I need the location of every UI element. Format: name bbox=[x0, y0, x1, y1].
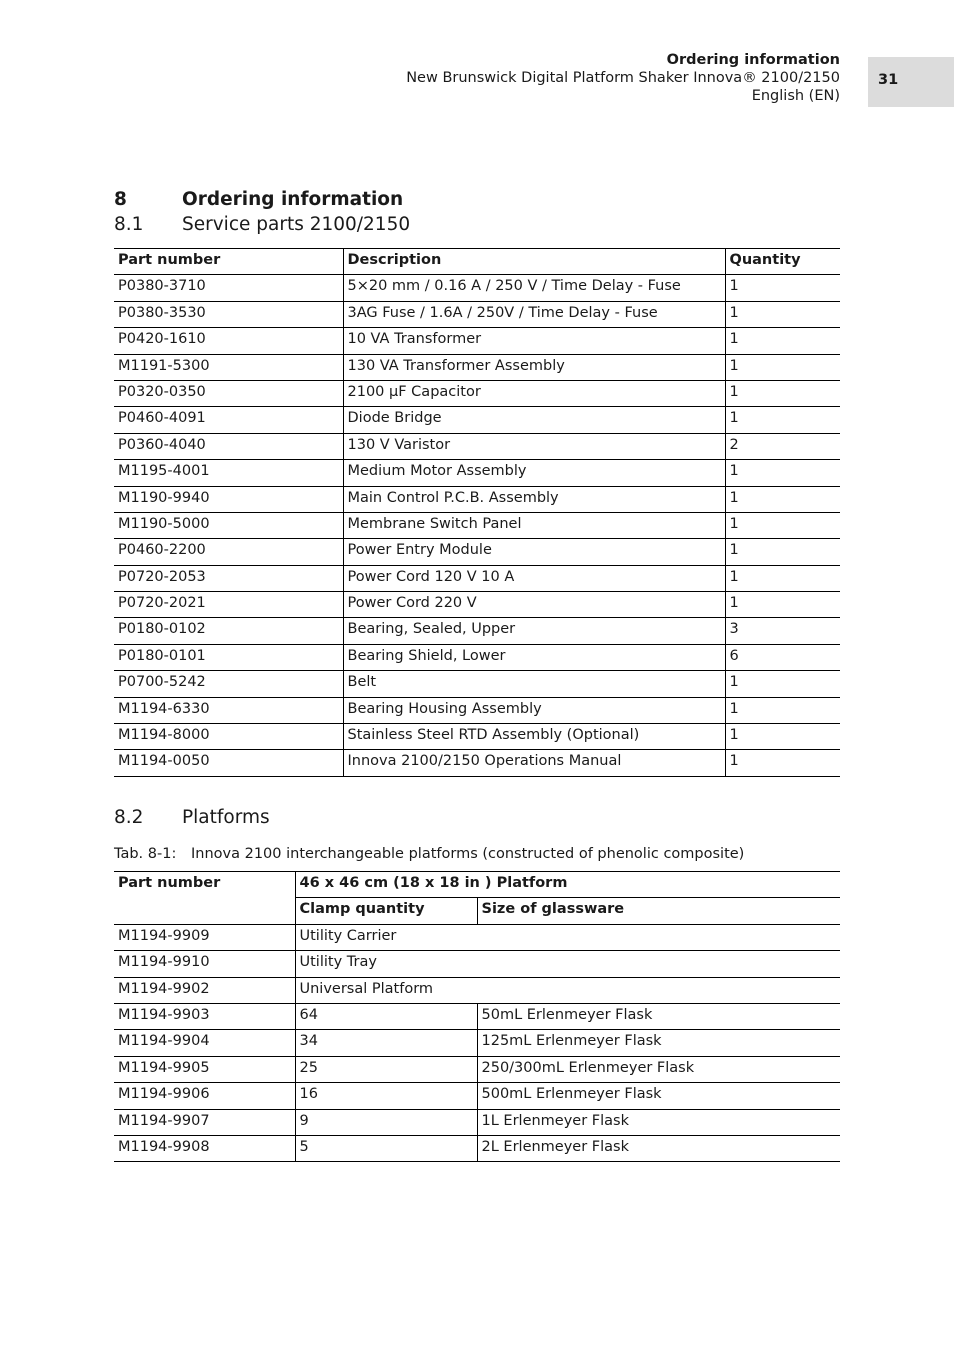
cell-quantity: 1 bbox=[725, 539, 840, 565]
cell-clamp-quantity: 64 bbox=[295, 1003, 477, 1029]
header-language: English (EN) bbox=[751, 88, 840, 104]
cell-clamp-quantity: 25 bbox=[295, 1056, 477, 1082]
cell-platform-type: Universal Platform bbox=[295, 977, 840, 1003]
table-row bbox=[114, 1003, 840, 1029]
cell-description: 2100 µF Capacitor bbox=[343, 380, 725, 406]
cell-quantity: 1 bbox=[725, 697, 840, 723]
header-quantity: Quantity bbox=[725, 249, 840, 275]
cell-glassware-size: 2L Erlenmeyer Flask bbox=[477, 1135, 840, 1161]
cell-clamp-quantity: 16 bbox=[295, 1083, 477, 1109]
cell-part-number: M1194-9904 bbox=[114, 1030, 295, 1056]
header-product-name: New Brunswick Digital Platform Shaker Innova® 2100/2150 bbox=[406, 70, 840, 86]
table-row bbox=[114, 354, 840, 380]
cell-part-number: M1195-4001 bbox=[114, 460, 343, 486]
caption-text: Innova 2100 interchangeable platforms (constructed of phenolic composite) bbox=[191, 846, 745, 862]
section-heading-8 bbox=[114, 189, 403, 210]
cell-part-number: P0720-2021 bbox=[114, 592, 343, 618]
table-row bbox=[114, 977, 840, 1003]
table-row bbox=[114, 644, 840, 670]
cell-description: Bearing Shield, Lower bbox=[343, 644, 725, 670]
cell-part-number: M1194-9907 bbox=[114, 1109, 295, 1135]
cell-description: Stainless Steel RTD Assembly (Optional) bbox=[343, 724, 725, 750]
section-number: 8.1 bbox=[114, 214, 144, 235]
cell-part-number: M1191-5300 bbox=[114, 354, 343, 380]
section-heading-8-1 bbox=[114, 214, 410, 235]
cell-quantity: 1 bbox=[725, 512, 840, 538]
cell-part-number: P0180-0101 bbox=[114, 644, 343, 670]
table-row bbox=[114, 275, 840, 301]
cell-quantity: 1 bbox=[725, 354, 840, 380]
cell-quantity: 1 bbox=[725, 460, 840, 486]
cell-platform-type: Utility Tray bbox=[295, 951, 840, 977]
cell-quantity: 2 bbox=[725, 433, 840, 459]
cell-description: Power Entry Module bbox=[343, 539, 725, 565]
table-row bbox=[114, 724, 840, 750]
section-heading-8-2 bbox=[114, 807, 270, 828]
cell-part-number: P0380-3710 bbox=[114, 275, 343, 301]
cell-description: Power Cord 220 V bbox=[343, 592, 725, 618]
table-row bbox=[114, 301, 840, 327]
table-caption bbox=[114, 846, 744, 862]
cell-part-number: P0420-1610 bbox=[114, 328, 343, 354]
cell-quantity: 1 bbox=[725, 407, 840, 433]
cell-quantity: 1 bbox=[725, 592, 840, 618]
table-row bbox=[114, 565, 840, 591]
table-row bbox=[114, 951, 840, 977]
header-part-number: Part number bbox=[114, 249, 343, 275]
cell-quantity: 1 bbox=[725, 486, 840, 512]
cell-description: Diode Bridge bbox=[343, 407, 725, 433]
cell-description: 5×20 mm / 0.16 A / 250 V / Time Delay - Fuse bbox=[343, 275, 725, 301]
table-row bbox=[114, 460, 840, 486]
cell-part-number: P0360-4040 bbox=[114, 433, 343, 459]
caption-label: Tab. 8-1: bbox=[114, 846, 177, 862]
table-row bbox=[114, 1056, 840, 1082]
cell-part-number: M1194-9905 bbox=[114, 1056, 295, 1082]
cell-part-number: M1194-9906 bbox=[114, 1083, 295, 1109]
cell-description: Medium Motor Assembly bbox=[343, 460, 725, 486]
table-header-row bbox=[114, 249, 840, 275]
cell-glassware-size: 125mL Erlenmeyer Flask bbox=[477, 1030, 840, 1056]
table-row bbox=[114, 512, 840, 538]
cell-part-number: P0460-2200 bbox=[114, 539, 343, 565]
table-row bbox=[114, 924, 840, 950]
table-row bbox=[114, 1109, 840, 1135]
header-glassware-size: Size of glassware bbox=[477, 898, 840, 924]
cell-glassware-size: 50mL Erlenmeyer Flask bbox=[477, 1003, 840, 1029]
table-row bbox=[114, 407, 840, 433]
header-clamp-quantity: Clamp quantity bbox=[295, 898, 477, 924]
cell-quantity: 1 bbox=[725, 565, 840, 591]
cell-quantity: 1 bbox=[725, 671, 840, 697]
cell-clamp-quantity: 34 bbox=[295, 1030, 477, 1056]
cell-part-number: M1194-8000 bbox=[114, 724, 343, 750]
cell-description: Power Cord 120 V 10 A bbox=[343, 565, 725, 591]
cell-quantity: 1 bbox=[725, 328, 840, 354]
cell-part-number: M1194-9902 bbox=[114, 977, 295, 1003]
table-row bbox=[114, 433, 840, 459]
cell-part-number: M1194-9910 bbox=[114, 951, 295, 977]
cell-part-number: M1194-6330 bbox=[114, 697, 343, 723]
table-row bbox=[114, 380, 840, 406]
section-title: Ordering information bbox=[182, 189, 404, 210]
cell-part-number: M1194-0050 bbox=[114, 750, 343, 776]
table-row bbox=[114, 328, 840, 354]
platforms-table bbox=[114, 871, 840, 1162]
cell-part-number: P0180-0102 bbox=[114, 618, 343, 644]
service-parts-table bbox=[114, 248, 840, 777]
cell-part-number: M1194-9909 bbox=[114, 924, 295, 950]
cell-part-number: M1194-9908 bbox=[114, 1135, 295, 1161]
header-platform: 46 x 46 cm (18 x 18 in ) Platform bbox=[295, 872, 840, 898]
cell-quantity: 1 bbox=[725, 301, 840, 327]
cell-platform-type: Utility Carrier bbox=[295, 924, 840, 950]
cell-quantity: 6 bbox=[725, 644, 840, 670]
cell-quantity: 1 bbox=[725, 724, 840, 750]
cell-part-number: M1190-5000 bbox=[114, 512, 343, 538]
cell-glassware-size: 500mL Erlenmeyer Flask bbox=[477, 1083, 840, 1109]
cell-part-number: P0460-4091 bbox=[114, 407, 343, 433]
cell-description: 3AG Fuse / 1.6A / 250V / Time Delay - Fuse bbox=[343, 301, 725, 327]
cell-part-number: P0320-0350 bbox=[114, 380, 343, 406]
cell-part-number: P0720-2053 bbox=[114, 565, 343, 591]
section-title: Service parts 2100/2150 bbox=[182, 214, 411, 235]
cell-quantity: 3 bbox=[725, 618, 840, 644]
cell-part-number: P0380-3530 bbox=[114, 301, 343, 327]
cell-description: Bearing Housing Assembly bbox=[343, 697, 725, 723]
section-number: 8.2 bbox=[114, 807, 144, 828]
header-part-number: Part number bbox=[114, 872, 295, 925]
cell-quantity: 1 bbox=[725, 275, 840, 301]
cell-clamp-quantity: 5 bbox=[295, 1135, 477, 1161]
cell-part-number: M1194-9903 bbox=[114, 1003, 295, 1029]
section-number: 8 bbox=[114, 189, 127, 210]
table-row bbox=[114, 618, 840, 644]
table-row bbox=[114, 592, 840, 618]
section-title: Platforms bbox=[182, 807, 270, 828]
page-number: 31 bbox=[868, 57, 954, 107]
cell-part-number: M1190-9940 bbox=[114, 486, 343, 512]
cell-description: Membrane Switch Panel bbox=[343, 512, 725, 538]
table-header-row bbox=[114, 872, 840, 898]
table-row bbox=[114, 671, 840, 697]
cell-clamp-quantity: 9 bbox=[295, 1109, 477, 1135]
cell-description: Innova 2100/2150 Operations Manual bbox=[343, 750, 725, 776]
table-row bbox=[114, 539, 840, 565]
table-row bbox=[114, 1135, 840, 1161]
table-row bbox=[114, 697, 840, 723]
table-row bbox=[114, 486, 840, 512]
header-section-title: Ordering information bbox=[666, 52, 840, 68]
header-description: Description bbox=[343, 249, 725, 275]
cell-description: Bearing, Sealed, Upper bbox=[343, 618, 725, 644]
cell-quantity: 1 bbox=[725, 750, 840, 776]
table-row bbox=[114, 1030, 840, 1056]
cell-quantity: 1 bbox=[725, 380, 840, 406]
cell-description: Main Control P.C.B. Assembly bbox=[343, 486, 725, 512]
cell-glassware-size: 1L Erlenmeyer Flask bbox=[477, 1109, 840, 1135]
cell-part-number: P0700-5242 bbox=[114, 671, 343, 697]
cell-description: 130 V Varistor bbox=[343, 433, 725, 459]
table-row bbox=[114, 750, 840, 776]
cell-description: 10 VA Transformer bbox=[343, 328, 725, 354]
table-row bbox=[114, 1083, 840, 1109]
cell-description: Belt bbox=[343, 671, 725, 697]
cell-glassware-size: 250/300mL Erlenmeyer Flask bbox=[477, 1056, 840, 1082]
running-header bbox=[406, 51, 840, 105]
cell-description: 130 VA Transformer Assembly bbox=[343, 354, 725, 380]
